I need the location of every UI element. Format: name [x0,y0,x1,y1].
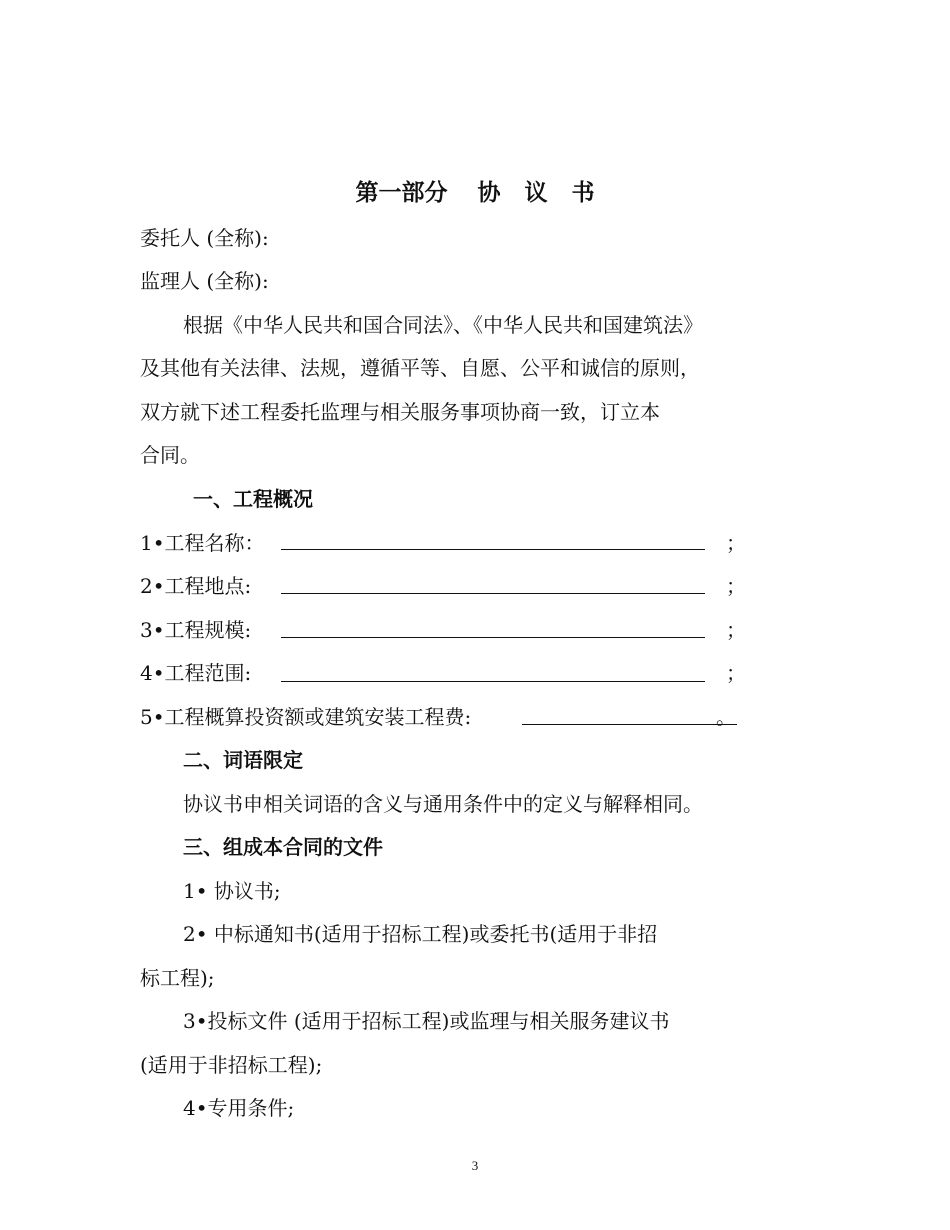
title-word-2: 议 [524,180,548,206]
project-name-field[interactable] [281,549,705,550]
project-location-field[interactable] [281,593,705,594]
project-name-end: ； [726,531,746,555]
intro-line-1: 根据《中华人民共和国合同法》、《中华人民共和国建筑法》 [183,313,703,337]
project-scope-field[interactable] [281,681,705,682]
document-title [0,178,950,208]
section-2-heading: 二、词语限定 [183,748,303,772]
title-part: 第一部分 [355,180,448,206]
project-scale-end: ； [726,618,746,642]
intro-line-2: 及其他有关法律、法规，遵循平等、自愿、公平和诚信的原则， [140,356,700,380]
title-word-1: 协 [477,180,501,206]
project-scope-label: 4•工程范围: [140,661,252,685]
project-cost-field[interactable] [522,724,737,725]
doc-item-2-line-2: 标工程); [140,966,215,990]
doc-item-4: 4•专用条件; [183,1096,295,1120]
section-2-text: 协议书申相关词语的含义与通用条件中的定义与解释相同。 [183,792,703,816]
title-word-3: 书 [571,180,595,206]
project-scale-label: 3•工程规模: [140,618,252,642]
page-number: 3 [471,1158,479,1173]
intro-line-3: 双方就下述工程委托监理与相关服务事项协商一致，订立本 [140,400,660,424]
project-scope-end: ； [726,661,746,685]
doc-item-3-line-1: 3•投标文件 (适用于招标工程)或监理与相关服务建议书 [183,1009,670,1033]
supervisor-name-label: 监理人 (全称): [140,269,269,293]
section-1-heading: 一、工程概况 [193,487,313,511]
project-cost-label: 5•工程概算投资额或建筑安装工程费: [140,705,472,729]
section-3-heading: 三、组成本合同的文件 [183,835,383,859]
project-cost-end: 。 [716,705,736,729]
project-location-end: ； [726,574,746,598]
project-scale-field[interactable] [281,637,705,638]
doc-item-3-line-2: (适用于非招标工程); [140,1053,323,1077]
intro-line-4: 合同。 [140,443,200,467]
doc-item-1: 1• 协议书; [183,879,281,903]
doc-item-2-line-1: 2• 中标通知书(适用于招标工程)或委托书(适用于非招 [183,922,658,946]
project-location-label: 2•工程地点: [140,574,252,598]
project-name-label: 1•工程名称： [140,531,265,555]
client-name-label: 委托人 (全称): [140,226,269,250]
